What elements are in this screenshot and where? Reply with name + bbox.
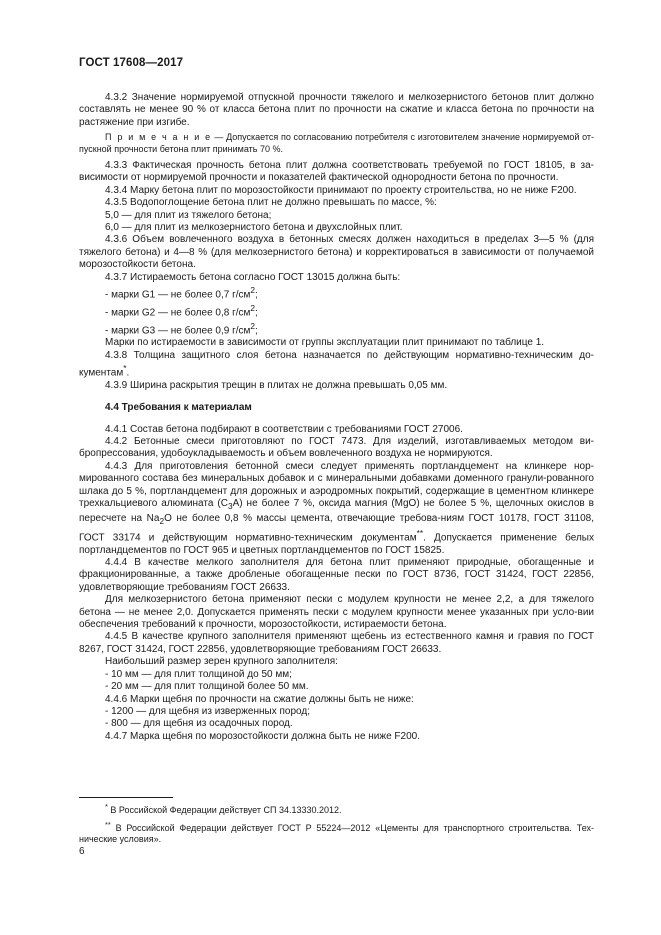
list-item: - 20 мм — для плит толщиной более 50 мм. [105, 681, 309, 693]
punctuation: ; [255, 324, 258, 336]
superscript: 2 [250, 320, 256, 331]
note [79, 132, 594, 155]
footnote-ref: ** [416, 527, 424, 538]
note-text: — Допускается по согласованию потребителя с изготовителем значение нормируемой от-пускной прочности бетона плит принимать 70 %. [79, 132, 594, 154]
document-body [79, 92, 594, 743]
list-item [79, 302, 594, 320]
paragraph-4-3-2: 4.3.2 Значение нормируемой отпускной прочности тяжелого и мелкозернистого бетонов плит должно составлять не менее 90 % от класса бетона плит по прочности на сжатие и класса бетона по прочности на растяжение при изгибе. [79, 92, 594, 128]
paragraph-4-3-6: 4.3.6 Объем вовлеченного воздуха в бетонных смесях должен находиться в пределах 3—5 % (для тяжелого бетона) и 4—8 % (для мелкозернистого бетона) и корректироваться в зависимости от получаемой морозостойкости бетона. [79, 234, 594, 271]
paragraph-4-4-2: 4.4.2 Бетонные смеси приготовляют по ГОСТ 7473. Для изделий, изготавливаемых методом ви-бропрессования, удобоукладываемость и объем вовлеченного воздуха не нормируются. [79, 436, 594, 460]
paragraph-4-3-3: 4.3.3 Фактическая прочность бетона плит должна соответствовать требуемой по ГОСТ 18105, в за-висимости от нормируемой прочности и показателей фактической однородности бетона по прочности. [79, 160, 594, 184]
paragraph-4-4-5: 4.4.5 В качестве крупного заполнителя применяют щебень из естественного камня и гравия по ГОСТ 8267, ГОСТ 31424, ГОСТ 22856, удовлетворяющие требованиям ГОСТ 26633. [79, 631, 594, 655]
footnote [79, 801, 594, 817]
paragraph-text: O не более 0,8 % массы цемента, отвечающие требова-ниям ГОСТ 10178, ГОСТ 31108, ГОСТ 33174 и действующим нормативно-техническим документам [79, 512, 594, 544]
footnote-text: В Российской Федерации действует СП 34.13330.2012. [107, 805, 342, 815]
list-item: 6,0 — для плит из мелкозернистого бетона и двухслойных плит. [105, 222, 403, 234]
paragraph-4-3-7: 4.3.7 Истираемость бетона согласно ГОСТ 13015 должна быть: [105, 271, 401, 283]
footnote-divider [79, 797, 173, 798]
paragraph-4-3-7-tail: Марки по истираемости в зависимости от группы эксплуатации плит принимают по таблице 1. [105, 337, 545, 349]
footnote-mark: ** [105, 819, 111, 829]
list-item: - 10 мм — для плит толщиной до 50 мм; [105, 668, 292, 680]
list-item: - 1200 — для щебня из изверженных пород; [105, 705, 310, 717]
footnote-text: В Российской Федерации действует ГОСТ Р 55224—2012 «Цементы для транспортного строительства. Тех-нические условия». [79, 822, 594, 845]
paragraph-4-4-1: 4.4.1 Состав бетона подбирают в соответствии с требованиями ГОСТ 27006. [105, 423, 463, 435]
paragraph-4-3-8 [79, 350, 594, 380]
footnotes [79, 797, 594, 848]
footnote [79, 819, 594, 846]
list-item [79, 284, 594, 302]
list-item-text: - марки G1 — не более 0,7 г/см [105, 289, 251, 301]
list-item-text: - марки G3 — не более 0,9 г/см [105, 324, 251, 336]
paragraph-4-4-7: 4.4.7 Марка щебня по морозостойкости должна быть не ниже F200. [105, 730, 420, 742]
list-item: 5,0 — для плит из тяжелого бетона; [105, 209, 272, 221]
paragraph-4-4-4: 4.4.4 В качестве мелкого заполнителя для бетона плит применяют природные, обогащенные и фракционированные, а также дробленые обогащенные пески по ГОСТ 8736, ГОСТ 31424, ГОСТ 22856, удовлетворяющие требованиям ГОСТ 26633. [79, 557, 594, 593]
list-item: - 800 — для щебня из осадочных пород. [105, 718, 293, 730]
paragraph-4-4-6: 4.4.6 Марки щебня по прочности на сжатие должны быть не ниже: [105, 693, 414, 705]
paragraph-text: 4.3.8 Толщина защитного слоя бетона назначается по действующим нормативно-техническим до-кументам [79, 349, 594, 379]
paragraph-text: 4.4.3 Для приготовления бетонной смеси следует применять портландцемент на клинкере нор-мированного состава без минеральных добавок и с минеральными добавками доменного гранули-рованного шлака до 5 %, портландцемент для дорожных и аэродромных покрытий, содержащие в цементном клинкере трехкальциевого алюмината (C [79, 460, 594, 510]
punctuation: ; [255, 289, 258, 301]
punctuation: . [126, 367, 130, 379]
subscript: 3 [227, 501, 233, 512]
subscript: 2 [159, 515, 165, 526]
list-item [79, 320, 594, 338]
paragraph-4-3-9: 4.3.9 Ширина раскрытия трещин в плитах не должна превышать 0,05 мм. [105, 379, 448, 391]
paragraph-text: . Допускается применение белых портландцементов по ГОСТ 965 и цветных портландцементов по ГОСТ 15825. [79, 532, 594, 556]
punctuation: ; [255, 307, 258, 319]
paragraph-4-4-3 [79, 461, 594, 557]
paragraph-text: A) не более 7 %, оксида магния (MgO) не более 5 %, щелочных окислов в пересчете на Na [79, 498, 594, 524]
document-header: ГОСТ 17608—2017 [79, 57, 184, 69]
footnote-mark: * [105, 802, 108, 811]
superscript: 2 [250, 285, 256, 296]
list-item-text: - марки G2 — не более 0,8 г/см [105, 307, 251, 319]
paragraph-4-3-5: 4.3.5 Водопоглощение бетона плит не должно превышать по массе, %: [105, 197, 437, 209]
paragraph-4-3-4: 4.3.4 Марку бетона плит по морозостойкости принимают по проекту строительства, но не ниже F200. [105, 184, 577, 196]
page-number: 6 [79, 846, 85, 857]
section-heading: 4.4 Требования к материалам [105, 402, 252, 414]
note-label: П р и м е ч а н и е [105, 132, 212, 143]
paragraph-4-4-4-b: Для мелкозернистого бетона применяют пески с модулем крупности не менее 2,2, а для тяжелого бетона — не менее 2,0. Допускается применять пески с модулем крупности менее указанных при усло-вии обеспечения требований к прочности, морозостойкости, истираемости бетона. [79, 594, 594, 631]
footnote-ref: * [123, 363, 127, 374]
paragraph-4-4-5-a: Наибольший размер зерен крупного заполнителя: [105, 656, 338, 668]
superscript: 2 [250, 302, 256, 313]
